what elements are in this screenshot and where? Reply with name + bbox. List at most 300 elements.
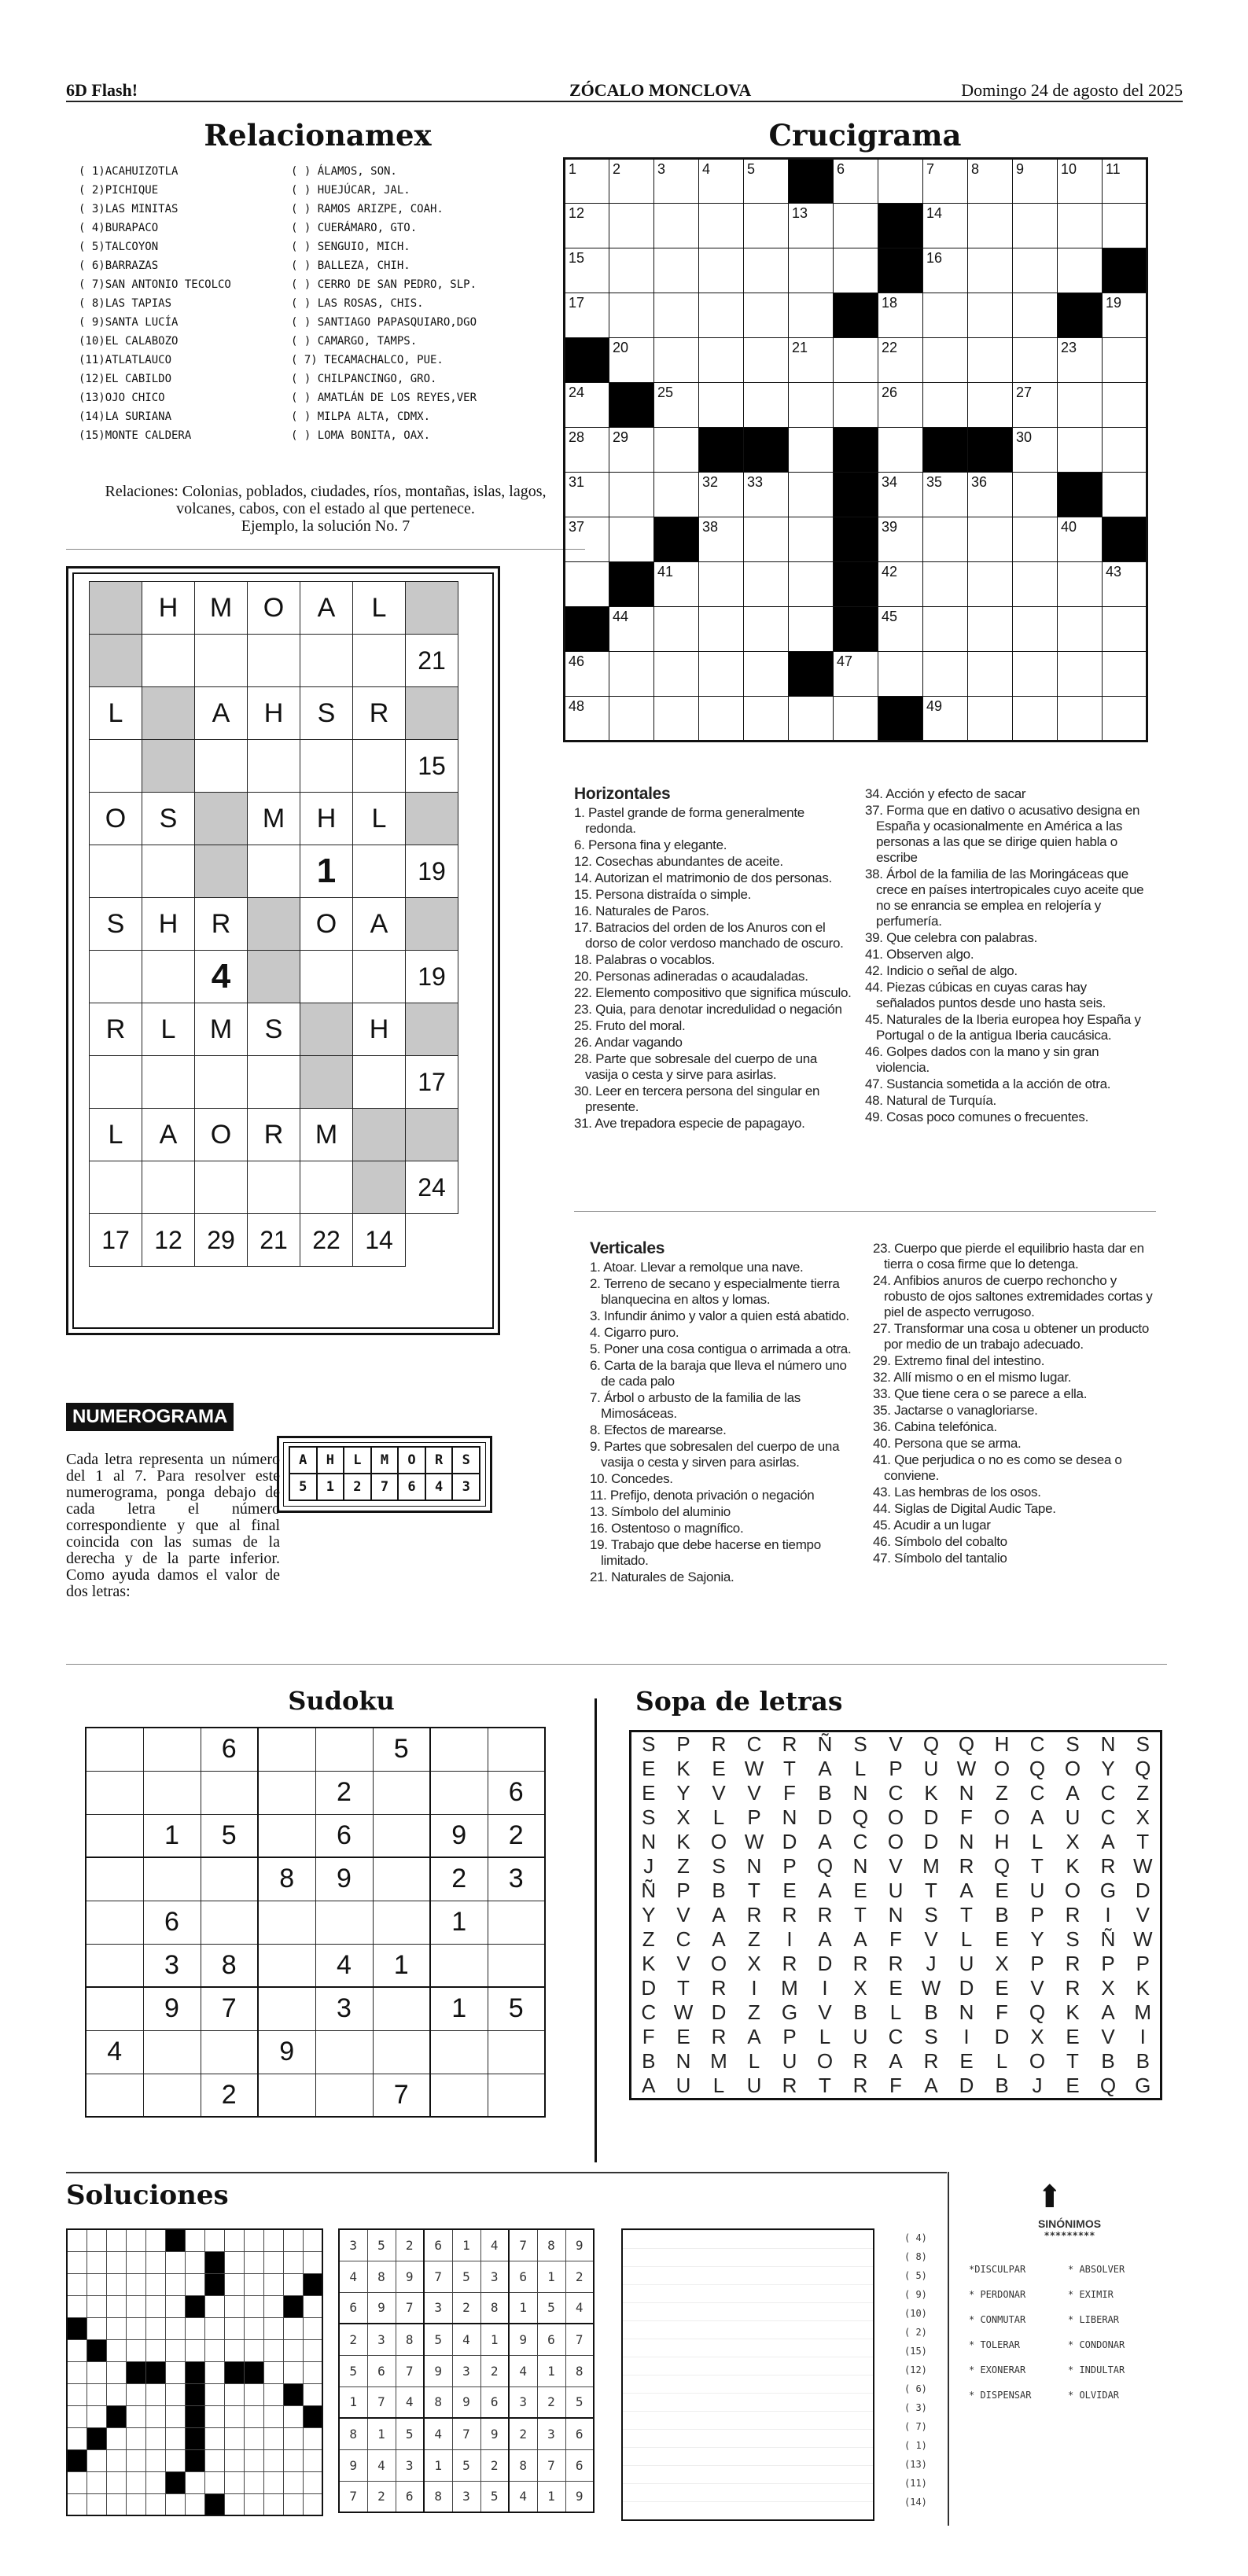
crossword-cell[interactable] [1103, 204, 1147, 248]
numerograma-cell[interactable] [300, 635, 353, 687]
sopa-letter[interactable]: N [888, 1903, 904, 1926]
sopa-letter[interactable]: L [960, 1927, 973, 1951]
sopa-letter[interactable]: C [746, 1732, 762, 1756]
sopa-letter[interactable]: U [888, 1879, 904, 1902]
sopa-letter[interactable]: S [1136, 1732, 1150, 1756]
sopa-letter[interactable]: E [995, 1927, 1009, 1951]
sudoku-cell[interactable] [86, 1901, 143, 1944]
sopa-letter[interactable]: R [959, 1854, 974, 1878]
sopa-letter[interactable]: X [747, 1952, 761, 1975]
crossword-cell[interactable] [1058, 428, 1103, 473]
sopa-letter[interactable]: B [642, 2049, 656, 2073]
crossword-cell[interactable] [878, 338, 923, 383]
crossword-cell[interactable] [923, 159, 968, 204]
crossword-cell[interactable] [744, 607, 789, 652]
sopa-letter[interactable]: A [1101, 2000, 1115, 2024]
numerograma-cell[interactable]: A [195, 687, 248, 740]
crossword-cell[interactable] [654, 159, 699, 204]
numerograma-cell[interactable]: R [195, 898, 248, 951]
sopa-letter[interactable]: Y [1101, 1757, 1115, 1780]
numerograma-cell[interactable] [353, 740, 406, 793]
sopa-letter[interactable]: B [1101, 2049, 1115, 2073]
sopa-letter[interactable]: M [922, 1854, 940, 1878]
crossword-cell[interactable] [923, 338, 968, 383]
crossword-cell[interactable] [878, 293, 923, 338]
sopa-letter[interactable]: D [959, 2074, 974, 2097]
crossword-cell[interactable] [968, 338, 1013, 383]
crossword-cell[interactable] [744, 159, 789, 204]
numerograma-cell[interactable] [248, 635, 300, 687]
crossword-cell[interactable] [1058, 338, 1103, 383]
sopa-letter[interactable]: P [782, 2025, 797, 2048]
crossword-cell[interactable] [654, 473, 699, 517]
crossword-cell[interactable] [609, 473, 654, 517]
crossword-cell[interactable] [744, 473, 789, 517]
numerograma-cell[interactable]: R [353, 687, 406, 740]
crossword-cell[interactable] [609, 652, 654, 697]
crossword-cell[interactable] [1103, 697, 1147, 742]
sopa-letter[interactable]: D [817, 1805, 833, 1829]
sopa-letter[interactable]: D [1135, 1879, 1150, 1902]
sudoku-cell[interactable] [258, 1987, 315, 2030]
crossword-cell[interactable] [654, 248, 699, 293]
sopa-letter[interactable]: A [818, 1927, 832, 1951]
sopa-letter[interactable]: K [676, 1830, 690, 1853]
numerograma-cell[interactable]: A [353, 898, 406, 951]
crossword-cell[interactable] [699, 383, 744, 428]
sopa-letter[interactable]: K [924, 1781, 938, 1805]
sopa-letter[interactable]: U [923, 1757, 939, 1780]
sopa-letter[interactable]: U [676, 2074, 691, 2097]
sopa-letter[interactable]: Z [677, 1854, 690, 1878]
crossword-cell[interactable] [565, 428, 609, 473]
sopa-letter[interactable]: F [889, 2074, 902, 2097]
sopa-letter[interactable]: C [676, 1927, 691, 1951]
sopa-letter[interactable]: P [1030, 1903, 1044, 1926]
numerograma-cell[interactable] [195, 635, 248, 687]
sopa-letter[interactable]: Z [748, 1927, 760, 1951]
crossword-cell[interactable] [878, 562, 923, 607]
numerograma-cell[interactable]: H [248, 687, 300, 740]
sopa-letter[interactable]: A [1101, 1830, 1115, 1853]
sudoku-cell[interactable] [258, 2074, 315, 2117]
sopa-letter[interactable]: K [1136, 1976, 1150, 2000]
sopa-letter[interactable]: Q [1135, 1757, 1151, 1780]
sopa-letter[interactable]: R [711, 1732, 727, 1756]
crossword-cell[interactable] [609, 338, 654, 383]
sopa-letter[interactable]: D [782, 1830, 797, 1853]
sopa-letter[interactable]: Ñ [817, 1732, 833, 1756]
sopa-letter[interactable]: K [1066, 1854, 1080, 1878]
numerograma-cell[interactable]: S [142, 793, 195, 845]
sopa-letter[interactable]: E [959, 2049, 974, 2073]
sopa-letter[interactable]: D [923, 1805, 939, 1829]
sopa-letter[interactable]: R [1065, 1952, 1080, 1975]
numerograma-cell[interactable]: L [353, 793, 406, 845]
crossword-cell[interactable] [654, 293, 699, 338]
numerograma-cell[interactable]: M [248, 793, 300, 845]
crossword-cell[interactable] [968, 293, 1013, 338]
numerograma-cell[interactable] [248, 1056, 300, 1109]
sopa-letter[interactable]: P [889, 1757, 903, 1780]
crossword-cell[interactable] [789, 204, 834, 248]
crossword-cell[interactable] [654, 428, 699, 473]
numerograma-cell[interactable] [353, 1056, 406, 1109]
sopa-letter[interactable]: O [816, 2049, 834, 2073]
numerograma-cell[interactable] [248, 845, 300, 898]
crossword-cell[interactable] [609, 248, 654, 293]
sopa-letter[interactable]: B [995, 1903, 1009, 1926]
numerograma-cell[interactable] [195, 1056, 248, 1109]
crossword-cell[interactable] [834, 383, 878, 428]
sopa-letter[interactable]: T [1031, 1854, 1044, 1878]
sudoku-cell[interactable] [86, 1771, 143, 1814]
crossword-cell[interactable] [699, 293, 744, 338]
crossword-cell[interactable] [1058, 562, 1103, 607]
crossword-cell[interactable] [565, 383, 609, 428]
sopa-letter[interactable]: F [960, 1805, 973, 1829]
sopa-letter[interactable]: U [782, 2049, 797, 2073]
sopa-letter[interactable]: Z [996, 1781, 1008, 1805]
sopa-letter[interactable]: E [1066, 2074, 1080, 2097]
sopa-letter[interactable]: P [1136, 1952, 1150, 1975]
crossword-cell[interactable] [968, 562, 1013, 607]
sopa-letter[interactable]: F [642, 2025, 655, 2048]
sopa-letter[interactable]: C [888, 1781, 904, 1805]
sopa-letter[interactable]: B [712, 1879, 726, 1902]
sopa-letter[interactable]: E [889, 1976, 903, 2000]
sopa-letter[interactable]: D [994, 2025, 1010, 2048]
sopa-letter[interactable]: X [1101, 1976, 1115, 2000]
sudoku-cell[interactable] [430, 1728, 488, 1771]
numerograma-cell[interactable]: 4 [195, 951, 248, 1003]
crossword-cell[interactable] [834, 652, 878, 697]
numerograma-cell[interactable] [90, 845, 142, 898]
sopa-letter[interactable]: E [642, 1757, 656, 1780]
crossword-cell[interactable] [968, 383, 1013, 428]
sopa-letter[interactable]: X [1066, 1830, 1080, 1853]
sopa-letter[interactable]: Z [748, 2000, 760, 2024]
crossword-cell[interactable] [699, 697, 744, 742]
sopa-letter[interactable]: E [642, 1781, 656, 1805]
sopa-letter[interactable]: D [641, 1976, 657, 2000]
sopa-letter[interactable]: E [853, 1879, 867, 1902]
sopa-letter[interactable]: R [817, 1903, 833, 1926]
sopa-letter[interactable]: W [1132, 1854, 1153, 1878]
sopa-letter[interactable]: C [1100, 1781, 1116, 1805]
sopa-letter[interactable]: T [783, 1757, 796, 1780]
sudoku-cell[interactable] [258, 1728, 315, 1771]
sopa-letter[interactable]: L [889, 2000, 902, 2024]
sopa-letter[interactable]: N [959, 2000, 974, 2024]
numerograma-cell[interactable]: L [90, 687, 142, 740]
crossword-cell[interactable] [744, 562, 789, 607]
sopa-letter[interactable]: O [887, 1830, 904, 1853]
sopa-letter[interactable]: S [924, 2025, 938, 2048]
sopa-letter[interactable]: V [676, 1903, 690, 1926]
sudoku-cell[interactable] [86, 1814, 143, 1857]
numerograma-cell[interactable]: H [142, 898, 195, 951]
sudoku-cell[interactable] [373, 1814, 430, 1857]
crossword-cell[interactable] [923, 293, 968, 338]
crossword-cell[interactable] [744, 697, 789, 742]
sopa-letter[interactable]: W [744, 1757, 764, 1780]
numerograma-cell[interactable]: S [90, 898, 142, 951]
numerograma-cell[interactable] [142, 635, 195, 687]
sopa-letter[interactable]: R [888, 1952, 904, 1975]
numerograma-cell[interactable]: L [142, 1003, 195, 1056]
sopa-letter[interactable]: R [852, 2074, 868, 2097]
sopa-letter[interactable]: F [996, 2000, 1008, 2024]
numerograma-cell[interactable]: L [90, 1109, 142, 1161]
numerograma-cell[interactable]: O [248, 582, 300, 635]
sopa-letter[interactable]: W [1132, 1927, 1153, 1951]
sopa-letter[interactable]: Q [958, 1732, 975, 1756]
sopa-letter[interactable]: Z [642, 1927, 655, 1951]
sopa-letter[interactable]: A [818, 1757, 832, 1780]
sopa-letter[interactable]: A [924, 2074, 938, 2097]
sopa-letter[interactable]: L [819, 2025, 831, 2048]
crossword-cell[interactable] [923, 248, 968, 293]
sudoku-cell[interactable] [143, 1771, 201, 1814]
crossword-cell[interactable] [1103, 293, 1147, 338]
sudoku-cell[interactable] [258, 1944, 315, 1987]
sopa-letter[interactable]: F [889, 1927, 902, 1951]
sopa-letter[interactable]: P [782, 1854, 797, 1878]
sopa-letter[interactable]: T [960, 1903, 973, 1926]
numerograma-cell[interactable] [353, 951, 406, 1003]
sopa-letter[interactable]: R [1065, 1976, 1080, 2000]
crossword-cell[interactable] [565, 697, 609, 742]
sopa-letter[interactable]: Ñ [641, 1879, 657, 1902]
crossword-cell[interactable] [968, 159, 1013, 204]
crossword-cell[interactable] [699, 652, 744, 697]
sudoku-cell[interactable] [86, 1728, 143, 1771]
crossword-cell[interactable] [565, 652, 609, 697]
sudoku-cell[interactable] [201, 1901, 258, 1944]
sopa-letter[interactable]: C [852, 1830, 868, 1853]
sudoku-cell[interactable] [373, 1857, 430, 1901]
sopa-letter[interactable]: S [642, 1805, 656, 1829]
numerograma-cell[interactable] [353, 845, 406, 898]
sopa-letter[interactable]: I [1105, 1903, 1111, 1926]
sopa-letter[interactable]: C [641, 2000, 657, 2024]
numerograma-cell[interactable] [90, 951, 142, 1003]
sopa-letter[interactable]: T [677, 1976, 690, 2000]
sudoku-cell[interactable] [143, 1857, 201, 1901]
sudoku-cell[interactable] [430, 2030, 488, 2074]
crossword-cell[interactable] [744, 652, 789, 697]
crossword-cell[interactable] [878, 607, 923, 652]
crossword-cell[interactable] [968, 697, 1013, 742]
crossword-cell[interactable] [789, 293, 834, 338]
crossword-cell[interactable] [609, 159, 654, 204]
crossword-cell[interactable] [744, 517, 789, 562]
crossword-cell[interactable] [834, 159, 878, 204]
crossword-cell[interactable] [923, 697, 968, 742]
sopa-letter[interactable]: M [781, 1976, 798, 2000]
sopa-letter[interactable]: Y [642, 1903, 656, 1926]
sopa-letter[interactable]: X [995, 1952, 1009, 1975]
crossword-cell[interactable] [1013, 562, 1058, 607]
sopa-letter[interactable]: I [963, 2025, 970, 2048]
sopa-letter[interactable]: E [712, 1757, 726, 1780]
sopa-letter[interactable]: R [852, 2049, 868, 2073]
sopa-letter[interactable]: B [1136, 2049, 1150, 2073]
crossword-cell[interactable] [968, 652, 1013, 697]
sudoku-cell[interactable] [430, 2074, 488, 2117]
sopa-letter[interactable]: H [994, 1732, 1010, 1756]
sopa-letter[interactable]: A [712, 1927, 726, 1951]
sopa-letter[interactable]: Y [1030, 1927, 1044, 1951]
sopa-letter[interactable]: R [746, 1903, 762, 1926]
sopa-letter[interactable]: O [887, 1805, 904, 1829]
sopa-letter[interactable]: V [747, 1781, 761, 1805]
numerograma-cell[interactable]: H [353, 1003, 406, 1056]
sopa-letter[interactable]: V [889, 1854, 903, 1878]
sopa-letter[interactable]: Q [922, 1732, 940, 1756]
numerograma-cell[interactable] [406, 1214, 458, 1267]
sopa-letter[interactable]: A [747, 2025, 761, 2048]
crossword-cell[interactable] [1103, 338, 1147, 383]
sopa-letter[interactable]: U [746, 2074, 762, 2097]
crossword-cell[interactable] [834, 204, 878, 248]
sopa-letter[interactable]: D [923, 1830, 939, 1853]
sopa-letter[interactable]: O [1064, 1879, 1081, 1902]
sopa-letter[interactable]: Q [1099, 2074, 1117, 2097]
sopa-letter[interactable]: L [712, 2074, 725, 2097]
crossword-cell[interactable] [609, 517, 654, 562]
sopa-letter[interactable]: C [1100, 1805, 1116, 1829]
sudoku-cell[interactable] [86, 1987, 143, 2030]
crossword-cell[interactable] [834, 697, 878, 742]
crossword-cell[interactable] [654, 697, 699, 742]
sopa-letter[interactable]: C [1029, 1732, 1045, 1756]
crossword-cell[interactable] [1058, 204, 1103, 248]
crossword-cell[interactable] [878, 383, 923, 428]
crossword-cell[interactable] [565, 473, 609, 517]
crossword-cell[interactable] [789, 607, 834, 652]
sopa-letter[interactable]: L [748, 2049, 760, 2073]
numerograma-cell[interactable]: A [300, 582, 353, 635]
numerograma-cell[interactable]: R [248, 1109, 300, 1161]
sopa-letter[interactable]: K [676, 1757, 690, 1780]
sopa-letter[interactable]: J [1032, 2074, 1043, 2097]
sopa-letter[interactable]: R [1065, 1903, 1080, 1926]
sopa-letter[interactable]: R [782, 1903, 797, 1926]
crossword-cell[interactable] [789, 697, 834, 742]
sopa-letter[interactable]: X [1030, 2025, 1044, 2048]
numerograma-cell[interactable] [248, 1161, 300, 1214]
numerograma-cell[interactable]: O [195, 1109, 248, 1161]
sopa-letter[interactable]: N [1100, 1732, 1116, 1756]
crossword-cell[interactable] [1058, 159, 1103, 204]
sopa-letter[interactable]: P [1030, 1952, 1044, 1975]
sopa-letter[interactable]: F [783, 1781, 796, 1805]
sudoku-cell[interactable] [258, 1814, 315, 1857]
sopa-letter[interactable]: U [1029, 1879, 1045, 1902]
crossword-cell[interactable] [1013, 652, 1058, 697]
crossword-cell[interactable] [878, 652, 923, 697]
crossword-cell[interactable] [1013, 204, 1058, 248]
crossword-cell[interactable] [744, 204, 789, 248]
sopa-letter[interactable]: S [1066, 1732, 1080, 1756]
sopa-letter[interactable]: R [852, 1952, 868, 1975]
sopa-letter[interactable]: S [853, 1732, 867, 1756]
crossword-cell[interactable] [744, 338, 789, 383]
crossword-cell[interactable] [699, 562, 744, 607]
sopa-letter[interactable]: A [1066, 1781, 1080, 1805]
crossword-cell[interactable] [1103, 473, 1147, 517]
sopa-letter[interactable]: N [746, 1854, 762, 1878]
sopa-letter[interactable]: T [1066, 2049, 1079, 2073]
sopa-letter[interactable]: E [782, 1879, 797, 1902]
crossword-cell[interactable] [654, 652, 699, 697]
sudoku-cell[interactable] [488, 1901, 545, 1944]
crossword-cell[interactable] [923, 562, 968, 607]
sopa-letter[interactable]: R [923, 2049, 939, 2073]
crossword-cell[interactable] [789, 473, 834, 517]
sopa-letter[interactable]: K [642, 1952, 656, 1975]
crossword-cell[interactable] [789, 383, 834, 428]
sopa-letter[interactable]: P [747, 1805, 761, 1829]
crossword-cell[interactable] [654, 607, 699, 652]
sopa-letter[interactable]: P [676, 1879, 690, 1902]
crossword-cell[interactable] [923, 652, 968, 697]
sudoku-cell[interactable] [201, 2030, 258, 2074]
sopa-letter[interactable]: O [710, 1952, 727, 1975]
sopa-letter[interactable]: O [1029, 2049, 1046, 2073]
sopa-letter[interactable]: Q [1029, 1757, 1046, 1780]
sopa-letter[interactable]: B [995, 2074, 1009, 2097]
numerograma-cell[interactable]: S [300, 687, 353, 740]
crossword-cell[interactable] [565, 517, 609, 562]
sopa-letter[interactable]: S [1066, 1927, 1080, 1951]
sopa-letter[interactable]: S [712, 1854, 726, 1878]
sopa-letter[interactable]: W [921, 1976, 941, 2000]
sopa-letter[interactable]: E [676, 2025, 690, 2048]
numerograma-cell[interactable] [142, 1161, 195, 1214]
crossword-cell[interactable] [968, 517, 1013, 562]
sopa-letter[interactable]: I [751, 1976, 757, 2000]
crossword-cell[interactable] [699, 159, 744, 204]
crossword-cell[interactable] [1103, 607, 1147, 652]
crossword-cell[interactable] [699, 607, 744, 652]
crossword-cell[interactable] [789, 248, 834, 293]
sopa-letter[interactable]: V [1101, 2025, 1115, 2048]
sopa-letter[interactable]: T [1136, 1830, 1150, 1853]
sudoku-cell[interactable] [143, 2030, 201, 2074]
crossword-cell[interactable] [699, 338, 744, 383]
crossword-cell[interactable] [923, 383, 968, 428]
sopa-letter[interactable]: V [676, 1952, 690, 1975]
sopa-letter[interactable]: Ñ [1100, 1927, 1116, 1951]
crossword-cell[interactable] [1103, 428, 1147, 473]
sopa-letter[interactable]: I [822, 1976, 828, 2000]
crossword-cell[interactable] [609, 204, 654, 248]
crossword-cell[interactable] [1058, 248, 1103, 293]
crossword-cell[interactable] [1013, 159, 1058, 204]
sopa-letter[interactable]: Q [816, 1854, 834, 1878]
sopa-letter[interactable]: H [994, 1830, 1010, 1853]
numerograma-cell[interactable] [90, 1161, 142, 1214]
sopa-letter[interactable]: N [852, 1854, 868, 1878]
sopa-letter[interactable]: T [748, 1879, 760, 1902]
crossword-cell[interactable] [654, 562, 699, 607]
crossword-cell[interactable] [1013, 697, 1058, 742]
sudoku-cell[interactable] [373, 1987, 430, 2030]
numerograma-cell[interactable] [90, 740, 142, 793]
